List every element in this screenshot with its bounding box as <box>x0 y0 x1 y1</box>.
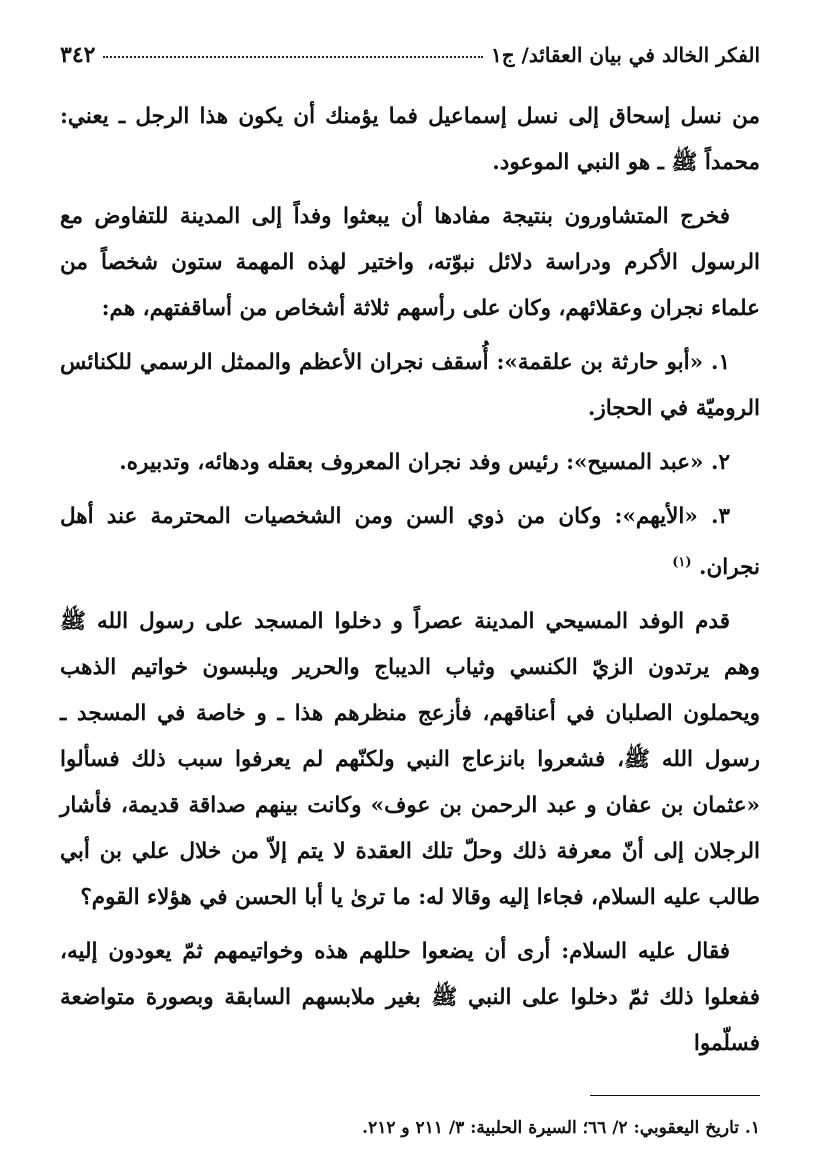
paragraph-arrival: قدم الوفد المسيحي المدينة عصراً و دخلوا المسجد على رسول الله ﷺ وهم يرتدون الزيّ الكنسي وثياب الديباج والحرير ويلبسون خواتيم الذهب ويحملون الصلبان في أعناقهم، فأزعج منظرهم هذا ـ و خاصة في المسجد ـ رسول الله ﷺ، فشعروا بانزعاج النبي ولكنّهم لم يعرفوا سبب ذلك فسألوا «عثمان بن عفان و عبد الرحمن بن عوف» وكانت بينهم صداقة قديمة، فأشار الرجلان إلى أنّ معرفة ذلك وحلّ تلك العقدة لا يتم إلاّ من خلال علي بن أبي طالب عليه السلام، فجاءا إليه وقالا له: ما ترىٰ يا أبا الحسن في هؤلاء القوم؟ <box>60 609 760 911</box>
list-item-3-text: ٣. «الأيهم»: وكان من ذوي السن ومن الشخصيات المحترمة عند أهل نجران. <box>60 504 760 581</box>
footnote-separator <box>590 1095 760 1096</box>
page-number: ٣٤٢ <box>60 42 96 68</box>
list-item-2: ٢. «عبد المسيح»: رئيس وفد نجران المعروف بعقله ودهائه، وتدبيره. <box>119 450 730 475</box>
header-dotted-leader <box>103 44 482 58</box>
page-body <box>60 94 760 1067</box>
running-header <box>60 38 760 72</box>
list-item-1: ١. «أبو حارثة بن علقمة»: أُسقف نجران الأعظم والممثل الرسمي للكنائس الروميّة في الحجاز. <box>60 350 760 421</box>
list-item-3 <box>60 494 760 591</box>
book-page <box>60 38 760 1138</box>
book-title: الفكر الخالد في بيان العقائد/ ج١ <box>490 43 760 67</box>
paragraph-ali-advice: فقال عليه السلام: أرى أن يضعوا حللهم هذه وخواتيمهم ثمّ يعودون إليه، ففعلوا ذلك ثمّ دخلوا على النبي ﷺ بغير ملابسهم السابقة وبصورة متواضعة فسلّموا <box>60 939 760 1057</box>
paragraph-intro: من نسل إسحاق إلى نسل إسماعيل فما يؤمنك أن يكون هذا الرجل ـ يعني: محمداً ﷺ ـ هو النبي الموعود. <box>60 104 760 175</box>
paragraph-delegation: فخرج المتشاورون بنتيجة مفادها أن يبعثوا وفداً إلى المدينة للتفاوض مع الرسول الأكرم ودراسة دلائل نبوّته، واختير لهذه المهمة ستون شخصاً من علماء نجران وعقلائهم، وكان على رأسهم ثلاثة أشخاص من أساقفتهم، هم: <box>60 204 760 321</box>
footnote-reference: (١) <box>672 555 692 570</box>
footnote: ١. تاريخ اليعقوبي: ٢/ ٦٦؛ السيرة الحلبية: ٣/ ٢١١ و ٢١٢. <box>362 1118 760 1139</box>
